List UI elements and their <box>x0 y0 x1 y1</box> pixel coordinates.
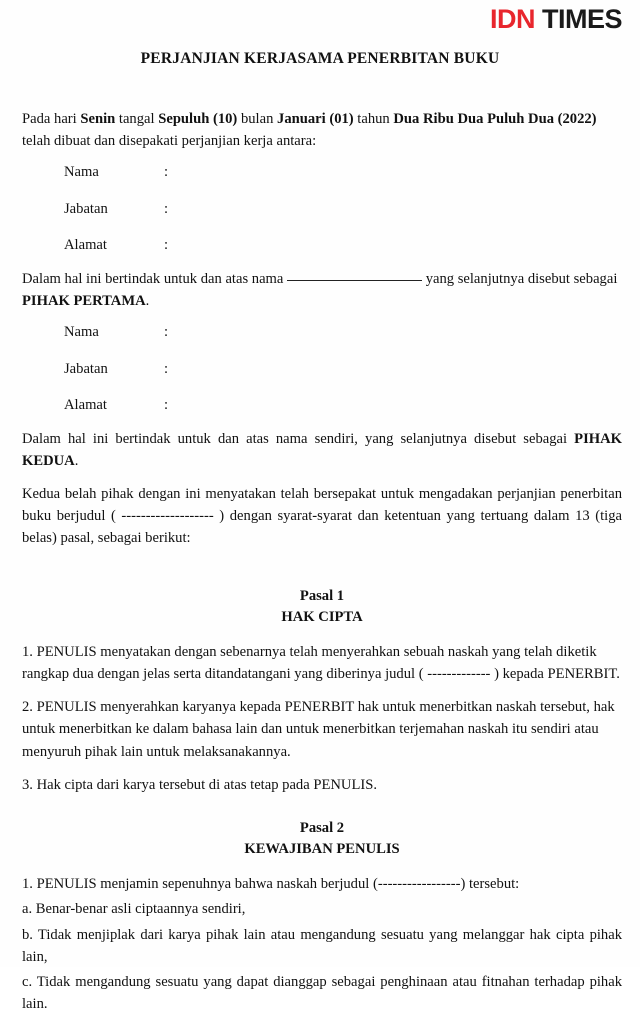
document-title: PERJANJIAN KERJASAMA PENERBITAN BUKU <box>140 50 500 67</box>
agreement-paragraph: Kedua belah pihak dengan ini menyatakan telah bersepakat untuk mengadakan perjanjian penerbitan buku berjudul ( ------------------- ) dengan syarat-syarat dan ketentuan yang tertuang dalam 13 (tiga belas) pasal, sebagai berikut: <box>22 486 622 547</box>
field-row-nama-second <box>64 324 622 342</box>
second-party-label: PIHAK KEDUA <box>22 430 622 469</box>
first-party-statement-c: . <box>145 293 150 310</box>
second-party-statement-c: . <box>74 452 79 469</box>
first-party-statement <box>22 268 622 312</box>
article-2-clause-1: 1. PENULIS menjamin sepenuhnya bahwa naskah berjudul (-----------------) tersebut: <box>22 876 520 893</box>
first-party-name-blank[interactable] <box>287 280 422 281</box>
field-row-jabatan-second <box>64 361 622 379</box>
field-colon: : <box>164 397 169 414</box>
opening-year: Dua Ribu Dua Puluh Dua (2022) <box>393 111 597 127</box>
field-colon: : <box>164 200 169 217</box>
opening-text-b: tangal <box>115 111 159 127</box>
first-party-fields <box>22 164 622 255</box>
opening-text-c: bulan <box>237 111 278 127</box>
article-2-clause-b: b. Tidak menjiplak dari karya pihak lain atau mengandung sesuatu yang melanggar hak cipta pihak lain, <box>22 926 622 965</box>
field-value-alamat[interactable] <box>178 237 622 255</box>
field-value-alamat[interactable] <box>178 397 622 415</box>
field-row-alamat-second <box>64 397 622 415</box>
article-1-header <box>22 586 622 628</box>
field-value-jabatan[interactable] <box>178 201 622 219</box>
field-row-alamat-first <box>64 237 622 255</box>
field-label-nama: Nama <box>64 164 99 181</box>
field-row-jabatan-first <box>64 201 622 219</box>
article-1-heading: HAK CIPTA <box>281 608 363 625</box>
article-1-number: Pasal 1 <box>299 587 345 604</box>
opening-text-e: telah dibuat dan disepakati perjanjian kerja antara: <box>22 133 317 150</box>
field-value-jabatan[interactable] <box>178 361 622 379</box>
opening-text-d: tahun <box>353 111 394 127</box>
second-party-statement <box>22 428 622 472</box>
opening-date: Sepuluh (10) <box>158 111 238 127</box>
first-party-label: PIHAK PERTAMA <box>22 293 146 310</box>
field-label-jabatan: Jabatan <box>64 360 108 377</box>
field-label-alamat: Alamat <box>64 237 107 254</box>
article-2-header <box>22 818 622 860</box>
field-value-nama[interactable] <box>178 164 622 182</box>
article-2-clauses <box>22 873 622 1015</box>
first-party-statement-a: Dalam hal ini bertindak untuk dan atas nama <box>22 270 288 287</box>
field-row-nama-first <box>64 164 622 182</box>
article-2-number: Pasal 2 <box>299 819 345 836</box>
logo-text-times: TIMES <box>541 4 622 34</box>
idn-times-logo <box>490 6 622 33</box>
opening-paragraph <box>22 108 622 152</box>
article-1-clause-3: 3. Hak cipta dari karya tersebut di atas tetap pada PENULIS. <box>22 776 377 793</box>
article-2-clause-a: a. Benar-benar asli ciptaannya sendiri, <box>22 901 246 918</box>
article-2-heading: KEWAJIBAN PENULIS <box>244 841 400 858</box>
logo-text-idn: IDN <box>489 4 535 34</box>
field-label-jabatan: Jabatan <box>64 200 108 217</box>
second-party-fields <box>22 324 622 415</box>
first-party-statement-b: yang selanjutnya disebut sebagai <box>422 270 618 287</box>
field-value-nama[interactable] <box>178 324 622 342</box>
second-party-statement-a: Dalam hal ini bertindak untuk dan atas nama sendiri, yang selanjutnya disebut sebagai <box>22 430 575 447</box>
article-1-clause-2: 2. PENULIS menyerahkan karyanya kepada PENERBIT hak untuk menerbitkan naskah tersebut, hak untuk menerbitkan ke dalam bahasa lain dan untuk menerbitkan terjemahan naskah itu sendiri atau menyuruh pihak lain untuk melaksanakannya. <box>22 699 615 760</box>
field-colon: : <box>164 237 169 254</box>
field-colon: : <box>164 324 169 341</box>
article-1-clauses <box>22 641 622 796</box>
opening-day: Senin <box>80 111 116 127</box>
article-2-clause-c: c. Tidak mengandung sesuatu yang dapat dianggap sebagai penghinaan atau fitnahan terhadap pihak lain. <box>22 973 622 1013</box>
opening-text-a: Pada hari <box>22 111 81 127</box>
field-colon: : <box>164 360 169 377</box>
opening-month: Januari (01) <box>277 111 354 127</box>
field-colon: : <box>164 164 169 181</box>
field-label-nama: Nama <box>64 324 99 341</box>
article-1-clause-1: 1. PENULIS menyatakan dengan sebenarnya telah menyerahkan sebuah naskah yang telah diketik rangkap dua dengan jelas serta ditandatangani yang diberinya judul ( ------------- ) kepada PENERBIT. <box>22 643 620 683</box>
document-body <box>22 108 622 1018</box>
field-label-alamat: Alamat <box>64 397 107 414</box>
